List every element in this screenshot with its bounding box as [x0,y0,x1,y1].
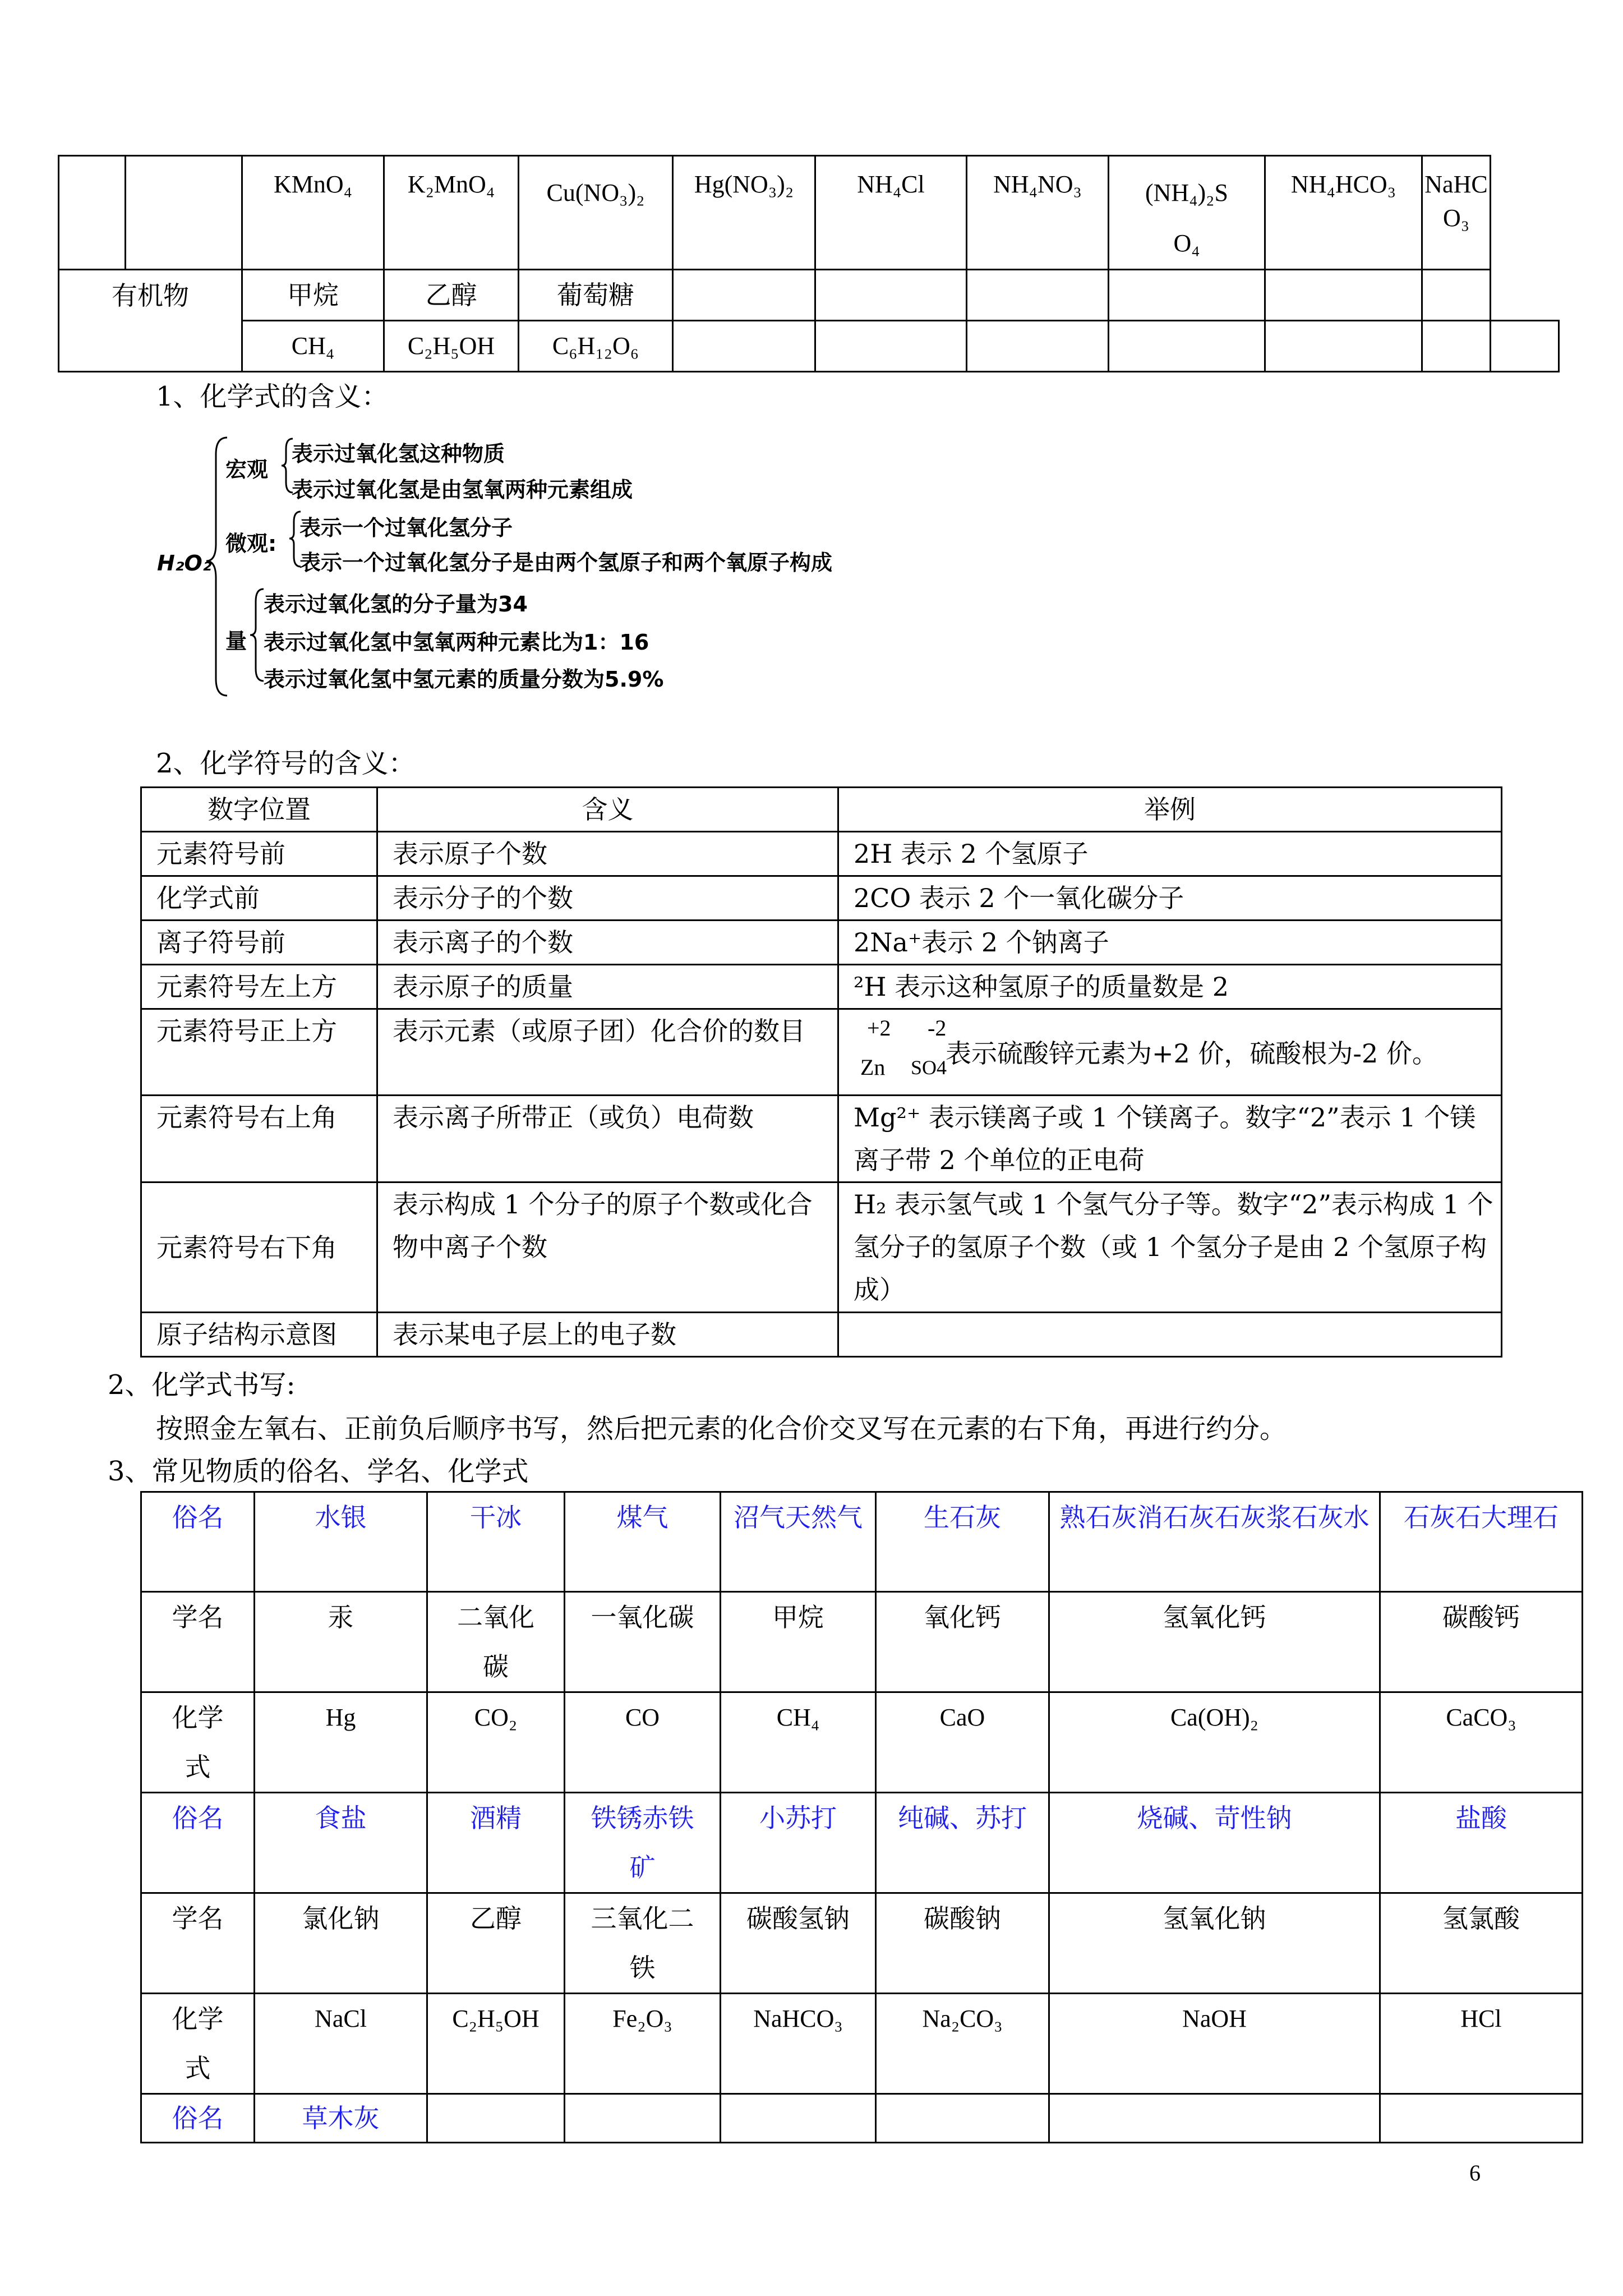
blank-cell [967,270,1109,321]
blank-cell [1491,321,1559,372]
quantity-line: 表示过氧化氢中氢氧两种元素比为1：16 [264,630,649,655]
meaning-cell: 表示离子的个数 [377,921,838,965]
salt-cell: NH₄Cl [815,156,967,270]
sci-name: 汞 [255,1592,427,1692]
organic-name: 葡萄糖 [519,270,673,321]
label-sci: 学名 [141,1893,255,1994]
sci-name: 甲烷 [721,1592,876,1692]
blank-cell [427,2094,565,2143]
section3-heading: 2、化学式书写: [108,1369,296,1401]
blank-cell [59,156,126,270]
organic-label: 有机物 [59,270,242,372]
macro-line: 表示过氧化氢这种物质 [292,441,505,466]
quantity-line: 表示过氧化氢的分子量为34 [264,592,528,616]
meaning-cell: 表示构成 1 个分子的原子个数或化合物中离子个数 [377,1182,838,1313]
section1-heading: 1、化学式的含义： [156,381,389,412]
formula: Na₂CO₃ [876,1994,1049,2094]
label-common: 俗名 [141,1492,255,1592]
blank-cell [721,2094,876,2143]
common-name: 烧碱、苛性钠 [1049,1793,1380,1893]
blank-cell [1049,2094,1380,2143]
organic-formula: CH₄ [242,321,384,372]
sci-name: 乙醇 [427,1893,565,1994]
formula: CH₄ [721,1692,876,1793]
common-name: 盐酸 [1380,1793,1583,1893]
meaning-cell: 表示元素（或原子团）化合价的数目 [377,1009,838,1096]
blank-cell [1265,270,1422,321]
micro-label: 微观: [225,531,277,556]
h2o2-formula: H₂O₂ [157,551,212,576]
blank-cell [1422,321,1491,372]
blank-cell [1422,270,1491,321]
page-number: 6 [1469,2160,1481,2185]
formula: NaOH [1049,1994,1380,2094]
label-formula: 化学式 [141,1692,255,1793]
position-cell: 元素符号左上方 [141,965,377,1009]
meaning-cell: 表示分子的个数 [377,876,838,921]
micro-line: 表示一个过氧化氢分子是由两个氢原子和两个氧原子构成 [299,550,833,575]
sci-name: 氢氯酸 [1380,1893,1583,1994]
sci-name: 氯化钠 [255,1893,427,1994]
valence-so4: SO4 [911,1056,947,1079]
formula: NaCl [255,1994,427,2094]
section2-heading: 2、化学符号的含义： [156,748,416,779]
common-name: 生石灰 [876,1492,1049,1592]
label-sci: 学名 [141,1592,255,1692]
valence-text: 表示硫酸锌元素为+2 价，硫酸根为-2 价。 [946,1038,1438,1069]
sci-name: 氢氧化钠 [1049,1893,1380,1994]
example-cell: H₂ 表示氢气或 1 个氢气分子等。数字“2”表示构成 1 个氢分子的氢原子个数（或 1 个氢分子是由 2 个氢原子构成） [838,1182,1502,1313]
salt-cell: NH₄NO₃ [967,156,1109,270]
common-name: 纯碱、苏打 [876,1793,1049,1893]
blank-cell [815,321,967,372]
blank-cell [876,2094,1049,2143]
common-name: 食盐 [255,1793,427,1893]
common-name: 熟石灰消石灰石灰浆石灰水 [1049,1492,1380,1592]
meaning-cell: 表示离子所带正（或负）电荷数 [377,1096,838,1182]
common-name: 沼气天然气 [721,1492,876,1592]
blank-cell [815,270,967,321]
position-cell: 元素符号前 [141,832,377,876]
position-cell: 元素符号右上角 [141,1096,377,1182]
valence-minus: -2 [928,1015,947,1041]
common-name: 草木灰 [255,2094,427,2143]
formula: Fe₂O₃ [565,1994,721,2094]
label-formula: 化学式 [141,1994,255,2094]
common-name: 干冰 [427,1492,565,1592]
salt-cell: NH₄HCO₃ [1265,156,1422,270]
quantity-label: 量 [225,629,247,654]
formula: Hg [255,1692,427,1793]
blank-cell [1109,321,1265,372]
macro-label: 宏观 [225,457,269,482]
sci-name: 二氧化碳 [427,1592,565,1692]
organic-formula: C₂H₅OH [384,321,519,372]
blank-cell [967,321,1109,372]
sci-name: 氢氧化钙 [1049,1592,1380,1692]
blank-cell [1380,2094,1583,2143]
section3-body: 按照金左氧右、正前负后顺序书写，然后把元素的化合价交叉写在元素的右下角，再进行约分。 [156,1413,1287,1444]
header-cell: 含义 [377,788,838,832]
organic-name: 乙醇 [384,270,519,321]
organic-name: 甲烷 [242,270,384,321]
blank-cell [126,156,242,270]
formula: Ca(OH)₂ [1049,1692,1380,1793]
sci-name: 三氧化二铁 [565,1893,721,1994]
position-cell: 元素符号正上方 [141,1009,377,1096]
macro-line: 表示过氧化氢是由氢氧两种元素组成 [292,477,633,502]
common-name: 铁锈赤铁矿 [565,1793,721,1893]
sci-name: 碳酸氢钠 [721,1893,876,1994]
formula: CaCO₃ [1380,1692,1583,1793]
common-name: 小苏打 [721,1793,876,1893]
salt-cell: Cu(NO₃)₂ [519,156,673,270]
example-cell: 2Na⁺表示 2 个钠离子 [838,921,1502,965]
quantity-line: 表示过氧化氢中氢元素的质量分数为5.9% [264,667,664,692]
example-cell: ²H 表示这种氢原子的质量数是 2 [838,965,1502,1009]
blank-cell [673,321,815,372]
salt-cell: K₂MnO₄ [384,156,519,270]
valence-plus: +2 [867,1015,891,1041]
symbol-meaning-table [140,786,1502,1358]
label-common: 俗名 [141,2094,255,2143]
blank-cell [1109,270,1265,321]
h2o2-diagram [157,426,942,707]
common-name: 水银 [255,1492,427,1592]
example-cell [838,1009,1502,1096]
formula: C₂H₅OH [427,1994,565,2094]
formula: CO₂ [427,1692,565,1793]
meaning-cell: 表示某电子层上的电子数 [377,1313,838,1357]
section4-heading: 3、常见物质的俗名、学名、化学式 [108,1456,529,1487]
position-cell: 化学式前 [141,876,377,921]
position-cell: 元素符号右下角 [141,1182,377,1313]
salt-cell: (NH₄)₂SO₄ [1109,156,1265,270]
common-names-table [140,1491,1583,2143]
blank-cell [1265,321,1422,372]
salt-cell: KMnO₄ [242,156,384,270]
formula: CO [565,1692,721,1793]
example-cell: 2H 表示 2 个氢原子 [838,832,1502,876]
example-cell: 2CO 表示 2 个一氧化碳分子 [838,876,1502,921]
common-name: 酒精 [427,1793,565,1893]
salt-cell: Hg(NO₃)₂ [673,156,815,270]
common-name: 石灰石大理石 [1380,1492,1583,1592]
header-cell: 举例 [838,788,1502,832]
salt-cell: NaHCO₃ [1422,156,1491,270]
blank-cell [673,270,815,321]
organic-formula: C₆H₁₂O₆ [519,321,673,372]
formula: HCl [1380,1994,1583,2094]
formula: CaO [876,1692,1049,1793]
position-cell: 原子结构示意图 [141,1313,377,1357]
header-cell: 数字位置 [141,788,377,832]
position-cell: 离子符号前 [141,921,377,965]
label-common: 俗名 [141,1793,255,1893]
blank-cell [565,2094,721,2143]
example-cell: Mg²⁺ 表示镁离子或 1 个镁离子。数字“2”表示 1 个镁离子带 2 个单位的正电荷 [838,1096,1502,1182]
sci-name: 碳酸钙 [1380,1592,1583,1692]
formula: NaHCO₃ [721,1994,876,2094]
micro-line: 表示一个过氧化氢分子 [299,516,513,540]
common-name: 煤气 [565,1492,721,1592]
example-cell [838,1313,1502,1357]
meaning-cell: 表示原子个数 [377,832,838,876]
sci-name: 碳酸钠 [876,1893,1049,1994]
meaning-cell: 表示原子的质量 [377,965,838,1009]
sci-name: 一氧化碳 [565,1592,721,1692]
sci-name: 氧化钙 [876,1592,1049,1692]
valence-zn: Zn [860,1055,886,1080]
compounds-table [58,155,1560,372]
